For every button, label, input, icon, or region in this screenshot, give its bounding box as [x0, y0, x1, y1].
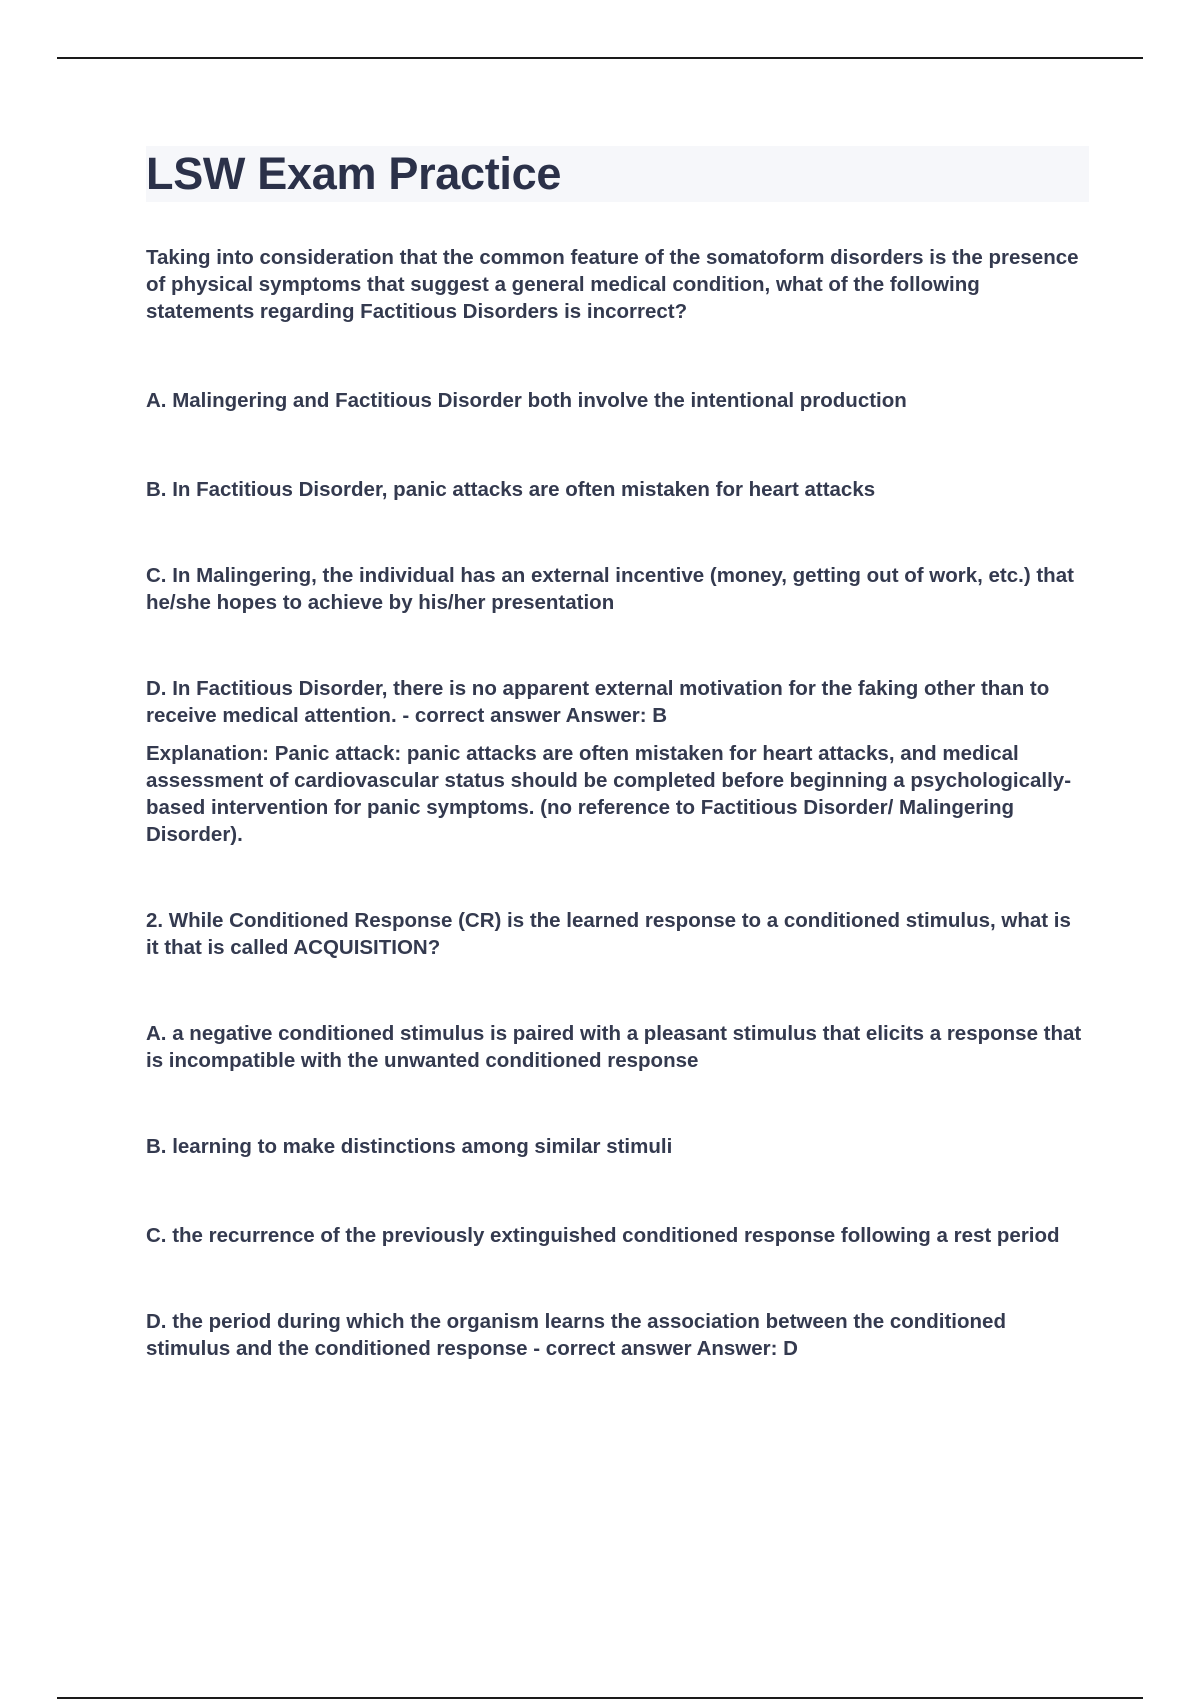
bottom-rule [57, 1697, 1143, 1699]
question-1-option-d: D. In Factitious Disorder, there is no apparent external motivation for the faking other than to receive medical attention. - correct answer Answer: B [146, 677, 1050, 727]
question-1-explanation: Explanation: Panic attack: panic attacks are often mistaken for heart attacks, and medical assessment of cardiovascular status should be completed before beginning a psychologically-based intervention for panic symptoms. (no reference to Factitious Disorder/ Malingering Disorder). [146, 742, 1072, 846]
question-1-stem: Taking into consideration that the common feature of the somatoform disorders is the presence of physical symptoms that suggest a general medical condition, what of the following statements regarding Factitious Disorders is incorrect? [146, 246, 1079, 323]
question-1-option-c: C. In Malingering, the individual has an external incentive (money, getting out of work, etc.) that he/she hopes to achieve by his/her presentation [146, 564, 1074, 614]
question-2-option-a: A. a negative conditioned stimulus is paired with a pleasant stimulus that elicits a response that is incompatible with the unwanted conditioned response [146, 1022, 1082, 1072]
question-2-option-c: C. the recurrence of the previously extinguished conditioned response following a rest period [146, 1224, 1060, 1247]
question-1-option-a: A. Malingering and Factitious Disorder both involve the intentional production [146, 389, 907, 412]
question-2-option-b: B. learning to make distinctions among similar stimuli [146, 1135, 673, 1158]
page-title: LSW Exam Practice [146, 148, 562, 199]
question-1-option-b: B. In Factitious Disorder, panic attacks are often mistaken for heart attacks [146, 478, 876, 501]
document-body [146, 244, 1086, 1362]
question-2-stem: 2. While Conditioned Response (CR) is the learned response to a conditioned stimulus, what is it that is called ACQUISITION? [146, 909, 1071, 959]
question-2-option-d: D. the period during which the organism learns the association between the conditioned stimulus and the conditioned response - correct answer Answer: D [146, 1310, 1006, 1360]
top-rule [57, 57, 1143, 59]
